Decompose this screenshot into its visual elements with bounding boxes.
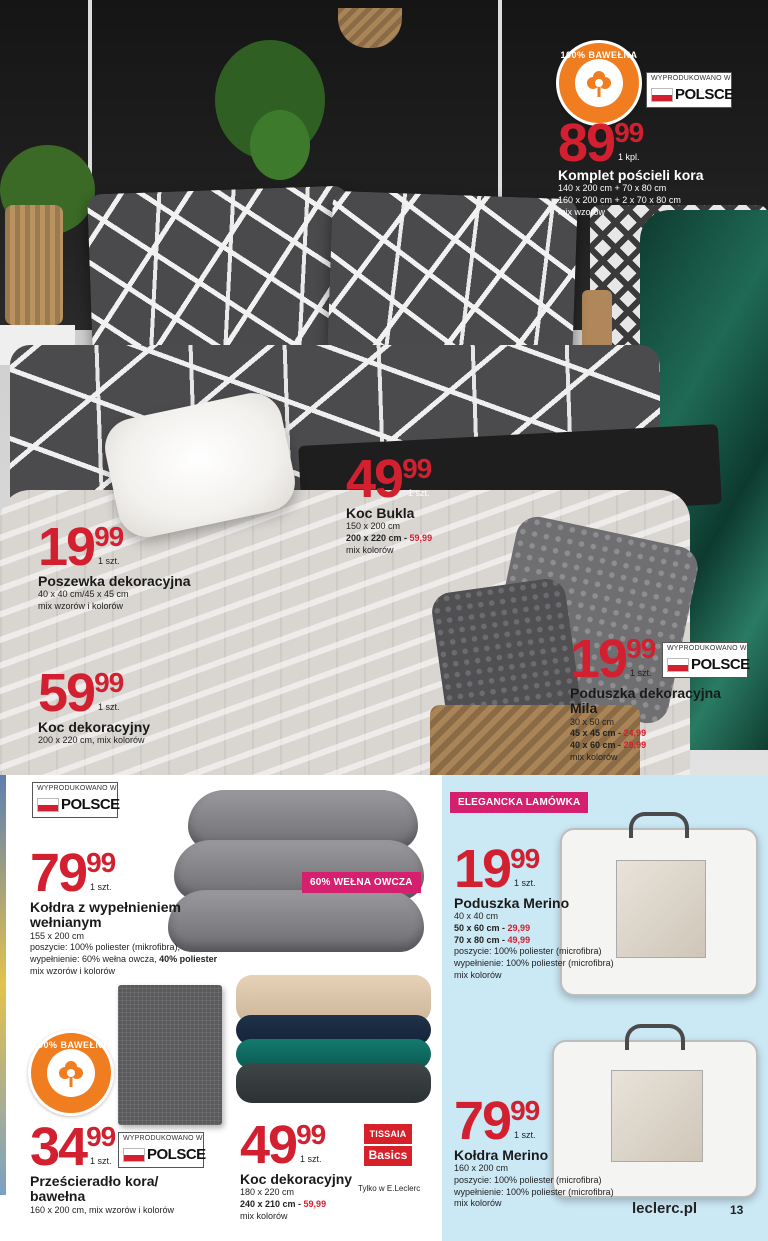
- cotton-badge-text: 100% BAWEŁNA: [560, 50, 638, 60]
- price: 49 99: [346, 449, 432, 509]
- tissaia-basics-logo: TISSAIA Basics: [364, 1124, 412, 1182]
- price: 34 99: [30, 1117, 116, 1177]
- product-koc-dekoracyjny-bottom: 49 99 1 szt. Koc dekoracyjny 180 x 220 cm 240 x 210 cm - 59,99 mix kolorów: [240, 1115, 353, 1221]
- product-poduszka-merino: 19 99 1 szt. Poduszka Merino 40 x 40 cm 50 x 60 cm - 29,99 70 x 80 cm - 49,99 poszycie: 100% poliester (microfibra) wypełnienie: 100% poliester (microfibra) mix kolorów: [454, 839, 614, 980]
- made-in-poland-badge-koldra: WYPRODUKOWANO W POLSCE: [32, 782, 118, 818]
- product-koc-bukla: 49 99 1 szt. Koc Bukla 150 x 200 cm 200 x 220 cm - 59,99 mix kolorów: [346, 449, 433, 555]
- cotton-flower-icon: [47, 1049, 95, 1097]
- product-name: Komplet pościeli kora: [558, 167, 704, 183]
- footer-url[interactable]: leclerc.pl: [632, 1200, 698, 1217]
- price: 19 99: [454, 839, 540, 899]
- product-koldra-welniana: 79 99 1 szt. Kołdra z wypełnieniem wełnianym 155 x 200 cm poszycie: 100% poliester (mikrofibra), wypełnienie: 60% wełna owcza, 40% poliester mix wzorów i kolorów: [30, 843, 218, 976]
- brand-caption: Tylko w E.Leclerc: [358, 1184, 421, 1193]
- price: 19 99: [570, 629, 656, 689]
- price: 49 99: [240, 1115, 326, 1175]
- gray-fitted-sheet: [118, 985, 222, 1125]
- bag-handle: [625, 1024, 685, 1050]
- package-card: [616, 860, 705, 958]
- price: 79 99: [454, 1091, 540, 1151]
- cotton-badge-bottom: 100% BAWEŁNA: [28, 1030, 114, 1116]
- package-card: [611, 1070, 704, 1162]
- product-name: Koc dekoracyjny: [240, 1171, 353, 1187]
- product-name: Poszewka dekoracyjna: [38, 573, 191, 589]
- wicker-pot: [5, 205, 63, 325]
- made-in-poland-badge-sheet: WYPRODUKOWANO W POLSCE: [118, 1132, 204, 1168]
- product-name: Koc dekoracyjny: [38, 719, 151, 735]
- product-komplet-poscieli: 89 99 1 kpl. Komplet pościeli kora 140 x 200 cm + 70 x 80 cm 160 x 200 cm + 2 x 70 x 80 cm mix wzorów: [558, 113, 704, 217]
- product-name: Kołdra Merino: [454, 1147, 549, 1163]
- polish-flag-icon: [37, 798, 59, 812]
- product-name: Poduszka Merino: [454, 895, 570, 911]
- bed-rod-right: [498, 0, 502, 210]
- product-name: Kołdra z wypełnieniem: [30, 899, 181, 915]
- made-in-poland-badge-mila: WYPRODUKOWANO W POLSCE: [662, 642, 748, 678]
- made-in-poland-badge-top: WYPRODUKOWANO W POLSCE: [646, 72, 732, 108]
- product-name: Prześcieradło kora/: [30, 1173, 159, 1189]
- elegant-edge-tag: ELEGANCKA LAMÓWKA: [450, 792, 588, 813]
- price: 59 99: [38, 663, 124, 723]
- product-name: Koc Bukla: [346, 505, 415, 521]
- left-edge-strip: [0, 775, 6, 1195]
- product-poszewka-dekoracyjna: 19 99 1 szt. Poszewka dekoracyjna 40 x 40 cm/45 x 45 cm mix wzorów i kolorów: [38, 517, 191, 612]
- blanket-stack: [236, 975, 436, 1105]
- price: 19 99: [38, 517, 124, 577]
- price: 89 99: [558, 113, 644, 173]
- polish-flag-icon: [651, 88, 673, 102]
- unit-label: 1 kpl.: [618, 152, 640, 162]
- cotton-flower-icon: [575, 59, 623, 107]
- product-poduszka-mila: 19 99 1 szt. Poduszka dekoracyjna Mila 30 x 50 cm 45 x 45 cm - 24,99 40 x 60 cm - 29,99 mix kolorów: [570, 629, 721, 762]
- page-number: 13: [730, 1203, 744, 1217]
- geometric-pillow-left: [87, 186, 353, 365]
- product-przescieradlo: 34 99 1 szt. Prześcieradło kora/ bawełna 160 x 200 cm, mix wzorów i kolorów: [30, 1117, 175, 1215]
- price: 79 99: [30, 843, 116, 903]
- wool-tag: 60% WEŁNA OWCZA: [302, 872, 421, 893]
- hanging-plant-leaves: [250, 110, 310, 180]
- bag-handle: [629, 812, 689, 838]
- product-name: Poduszka dekoracyjna: [570, 685, 721, 701]
- product-koc-dekoracyjny-top: 59 99 1 szt. Koc dekoracyjny 200 x 220 cm, mix kolorów: [38, 663, 151, 746]
- geometric-pillow-right: [327, 191, 578, 364]
- product-koldra-merino: 79 99 1 szt. Kołdra Merino 160 x 200 cm poszycie: 100% poliester (microfibra) wypełnienie: 100% poliester (microfibra) mix kolorów: [454, 1091, 614, 1209]
